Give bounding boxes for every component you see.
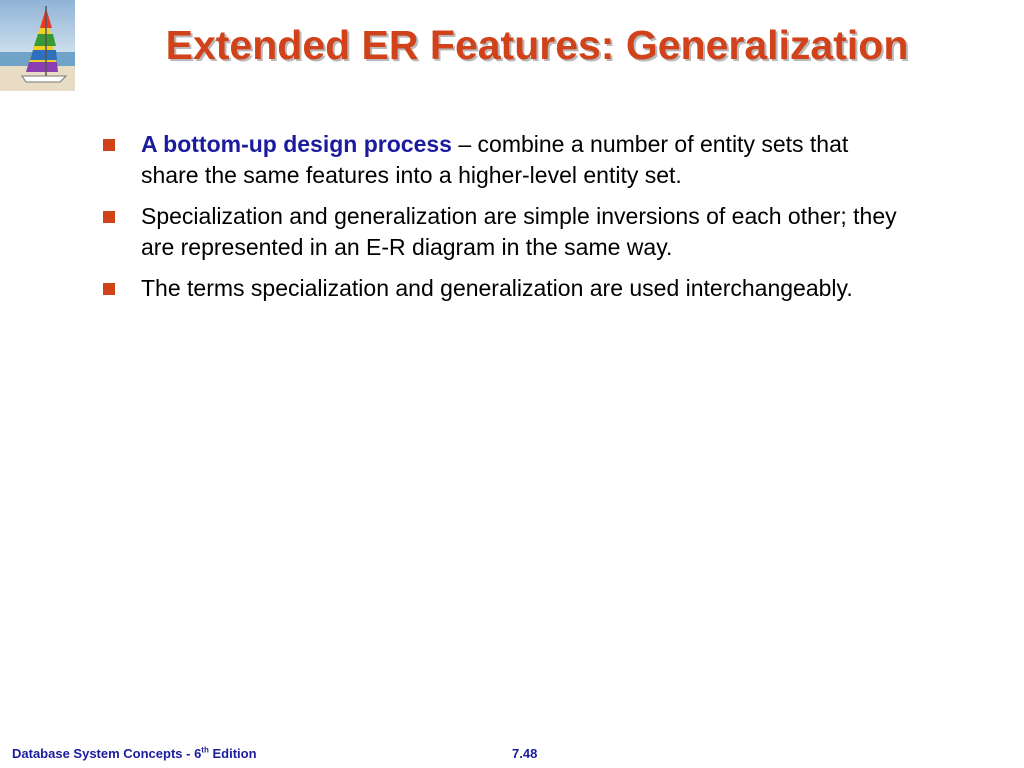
- footer-book-prefix: Database System Concepts - 6: [12, 746, 202, 761]
- bullet-item: [103, 273, 903, 304]
- bullet-text: The terms specialization and generalization are used interchangeably.: [141, 275, 853, 301]
- bullet-list: [103, 129, 903, 314]
- bullet-emphasis: A bottom-up design process: [141, 131, 452, 157]
- square-bullet-icon: [103, 139, 115, 151]
- footer-book-sup: th: [201, 745, 209, 755]
- bullet-item: [103, 201, 903, 263]
- bullet-text: – combine a number of entity sets that share the same features into a higher-level entity set.: [141, 131, 849, 188]
- footer-book-suffix: Edition: [208, 746, 257, 761]
- bullet-item: [103, 129, 903, 191]
- footer-page-number: 7.48: [512, 746, 538, 761]
- bullet-text: Specialization and generalization are simple inversions of each other; they are represented in an E-R diagram in the same way.: [141, 203, 897, 260]
- square-bullet-icon: [103, 283, 115, 295]
- footer-book-title: [12, 746, 257, 761]
- square-bullet-icon: [103, 211, 115, 223]
- slide-title: Extended ER Features: Generalization: [165, 22, 909, 68]
